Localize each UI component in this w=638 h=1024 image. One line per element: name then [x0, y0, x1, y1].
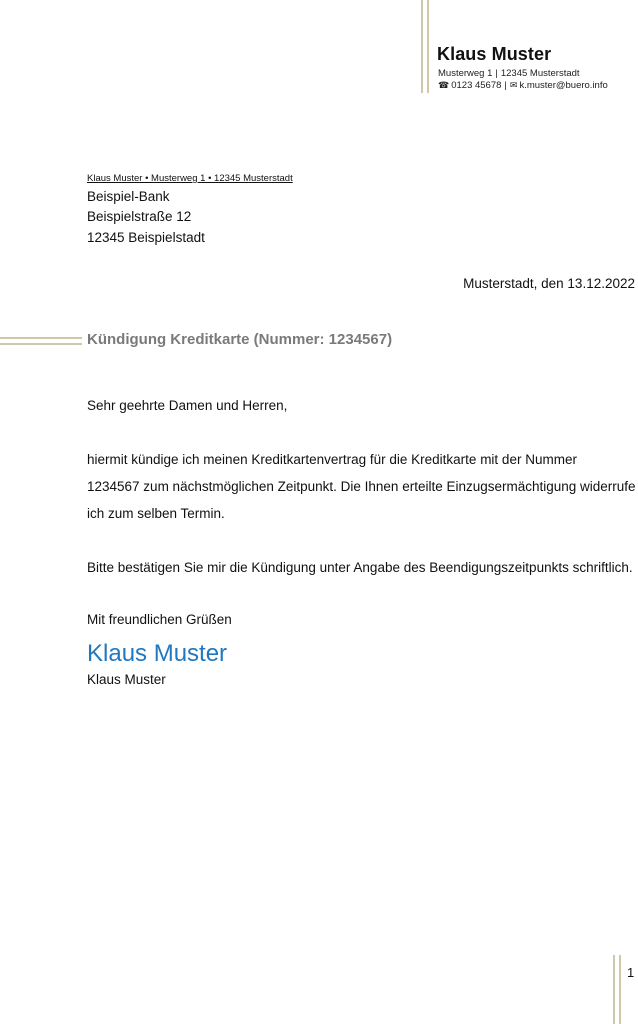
subject-divider-line-top — [0, 337, 82, 339]
sender-return-line: Klaus Muster • Musterweg 1 • 12345 Musterstadt — [87, 173, 293, 184]
footer-divider-line-right — [619, 955, 621, 1024]
header-phone: 0123 45678 — [451, 80, 502, 91]
recipient-street: Beispielstraße 12 — [87, 209, 192, 224]
page-number: 1 — [627, 965, 635, 980]
header-address — [438, 68, 580, 79]
header-city: 12345 Musterstadt — [500, 68, 580, 79]
paragraph-1-line-1: hiermit kündige ich meinen Kreditkartenvertrag für die Kreditkarte mit der Nummer — [87, 452, 577, 467]
header-divider-line-left — [421, 0, 423, 93]
date-line: Musterstadt, den 13.12.2022 — [463, 276, 635, 291]
paragraph-1-line-3: ich zum selben Termin. — [87, 506, 225, 521]
header-name: Klaus Muster — [437, 44, 552, 64]
paragraph-1-line-2: 1234567 zum nächstmöglichen Zeitpunkt. Die Ihnen erteilte Einzugsermächtigung widerrufe — [87, 479, 636, 494]
header-separator: | — [495, 68, 498, 79]
recipient-name: Beispiel-Bank — [87, 189, 170, 204]
signature-printed-name: Klaus Muster — [87, 672, 166, 687]
header-contact — [438, 80, 608, 91]
header-separator: | — [504, 80, 507, 91]
closing: Mit freundlichen Grüßen — [87, 612, 232, 627]
subject-line: Kündigung Kreditkarte (Nummer: 1234567) — [87, 331, 393, 348]
header-street: Musterweg 1 — [438, 68, 493, 79]
recipient-city: 12345 Beispielstadt — [87, 230, 205, 245]
header-divider-line-right — [427, 0, 429, 93]
salutation: Sehr geehrte Damen und Herren, — [87, 398, 288, 413]
signature-script: Klaus Muster — [87, 640, 228, 667]
footer-divider-line-left — [613, 955, 615, 1024]
paragraph-2: Bitte bestätigen Sie mir die Kündigung unter Angabe des Beendigungszeitpunkts schriftlich. — [87, 560, 633, 575]
envelope-icon: ✉ — [509, 80, 518, 90]
phone-icon: ☎ — [438, 80, 450, 90]
header-email: k.muster@buero.info — [519, 80, 608, 91]
subject-divider-line-bottom — [0, 343, 82, 345]
